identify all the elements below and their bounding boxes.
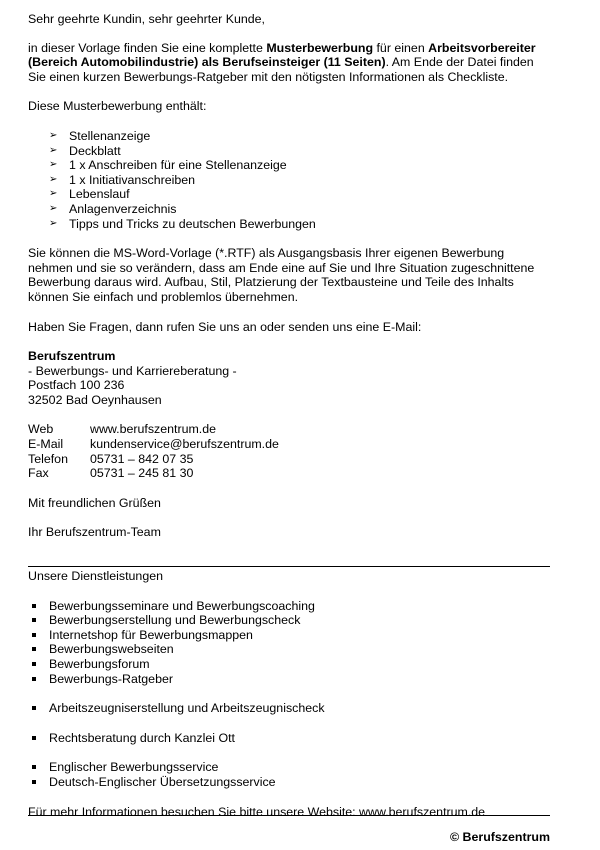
services-list-4 <box>28 760 550 789</box>
list-item-label: Anlagenverzeichnis <box>69 201 177 216</box>
list-item-label: Englischer Bewerbungsservice <box>49 760 219 775</box>
list-item-label: Tipps und Tricks zu deutschen Bewerbungen <box>69 216 316 231</box>
copyright: © Berufszentrum <box>449 830 550 844</box>
top-divider <box>28 566 550 567</box>
list-item-label: Arbeitszeugniserstellung und Arbeitszeugnischeck <box>49 701 325 716</box>
list-item <box>49 144 550 159</box>
list-item <box>49 217 550 232</box>
arrow-bullet-icon: ➢ <box>49 202 58 214</box>
list-item-label: Internetshop für Bewerbungsmappen <box>49 627 253 642</box>
company-tagline: - Bewerbungs- und Karriereberatung - <box>28 363 237 378</box>
services-section <box>28 569 550 819</box>
services-heading: Unsere Dienstleistungen <box>28 569 163 583</box>
contact-fax-value: 05731 – 245 81 30 <box>90 466 194 481</box>
list-item-label: 1 x Anschreiben für eine Stellenanzeige <box>69 158 287 173</box>
list-item <box>32 628 550 643</box>
closing: Mit freundlichen Grüßen <box>28 495 161 510</box>
list-item <box>32 657 550 672</box>
list-item <box>49 187 550 202</box>
intro-text-2: für einen <box>373 40 429 55</box>
company-name-text: Berufszentrum <box>28 349 116 364</box>
bottom-divider <box>28 815 550 816</box>
contact-label: E-Mail <box>28 437 64 452</box>
square-bullet-icon <box>32 765 36 769</box>
list-item <box>32 642 550 657</box>
arrow-bullet-icon: ➢ <box>49 217 58 229</box>
company-name <box>28 349 550 364</box>
intro-paragraph <box>28 41 550 85</box>
list-item-label: Lebenslauf <box>69 187 130 202</box>
list-item-label: Bewerbungsforum <box>49 656 150 671</box>
list-item <box>49 202 550 217</box>
square-bullet-icon <box>32 662 36 666</box>
arrow-bullet-icon: ➢ <box>49 144 58 156</box>
company-street: Postfach 100 236 <box>28 378 125 393</box>
company-city: 32502 Bad Oeynhausen <box>28 392 162 407</box>
list-item <box>32 775 550 790</box>
contact-row-fax <box>28 466 279 481</box>
arrow-bullet-icon: ➢ <box>49 159 58 171</box>
salutation: Sehr geehrte Kundin, sehr geehrter Kunde, <box>28 12 265 26</box>
square-bullet-icon <box>32 647 36 651</box>
usage-paragraph: Sie können die MS-Word-Vorlage (*.RTF) als Ausgangsbasis Ihrer eigenen Bewerbung nehmen und sie so verändern, dass am Ende eine auf Sie und Ihre Situation zugeschnittene Bewerbung daraus wird. Aufbau, Stil, Platzierung der Textbausteine und Teile des Inhalts können Sie einfach und problemlos übernehmen. <box>28 246 535 304</box>
intro-text-3: . Am Ende der Datei finden Sie einen kurzen Bewerbungs-Ratgeber mit den nötigsten Informationen als Checkliste. <box>28 55 534 84</box>
list-item <box>32 701 550 716</box>
square-bullet-icon <box>32 677 36 681</box>
list-item-label: Deutsch-Englischer Übersetzungsservice <box>49 774 276 789</box>
square-bullet-icon <box>32 618 36 622</box>
services-list-1 <box>28 599 550 687</box>
list-item-label: Bewerbungs-Ratgeber <box>49 671 173 686</box>
square-bullet-icon <box>32 633 36 637</box>
contents-list <box>28 129 550 231</box>
services-list-2 <box>28 701 550 716</box>
list-item <box>32 731 550 746</box>
questions-paragraph: Haben Sie Fragen, dann rufen Sie uns an oder senden uns eine E-Mail: <box>28 319 422 334</box>
square-bullet-icon <box>32 706 36 710</box>
intro-text-1: in dieser Vorlage finden Sie eine komplette <box>28 40 267 55</box>
arrow-bullet-icon: ➢ <box>49 173 58 185</box>
list-item <box>49 158 550 173</box>
intro-bold-2: Arbeitsvorbereiter (Bereich Automobilindustrie) als Berufseinsteiger (11 Seiten) <box>28 40 536 70</box>
contact-table <box>28 422 279 480</box>
list-item-label: Stellenanzeige <box>69 128 151 143</box>
list-item-label: Bewerbungserstellung und Bewerbungscheck <box>49 613 301 628</box>
list-item-label: Bewerbungsseminare und Bewerbungscoaching <box>49 598 315 613</box>
list-item <box>49 129 550 144</box>
letter-body <box>28 12 550 540</box>
contact-row-email <box>28 437 279 452</box>
list-item-label: 1 x Initiativanschreiben <box>69 172 196 187</box>
list-item-label: Deckblatt <box>69 143 121 158</box>
contact-row-phone <box>28 452 279 467</box>
signature: Ihr Berufszentrum-Team <box>28 525 161 540</box>
list-item <box>49 173 550 188</box>
square-bullet-icon <box>32 780 36 784</box>
contents-heading: Diese Musterbewerbung enthält: <box>28 99 207 114</box>
square-bullet-icon <box>32 604 36 608</box>
list-item <box>32 599 550 614</box>
list-item <box>32 672 550 687</box>
list-item-label: Rechtsberatung durch Kanzlei Ott <box>49 730 235 745</box>
contact-web-value: www.berufszentrum.de <box>90 422 217 437</box>
arrow-bullet-icon: ➢ <box>49 188 58 200</box>
arrow-bullet-icon: ➢ <box>49 129 58 141</box>
contact-row-web <box>28 422 279 437</box>
list-item-label: Bewerbungswebseiten <box>49 642 174 657</box>
contact-email-value: kundenservice@berufszentrum.de <box>90 437 279 452</box>
contact-label: Fax <box>28 466 49 481</box>
more-info-text: Für mehr Informationen besuchen Sie bitte unsere Website: www.berufszentrum.de <box>28 804 486 819</box>
contact-phone-value: 05731 – 842 07 35 <box>90 451 194 466</box>
intro-bold-1: Musterbewerbung <box>266 40 374 55</box>
list-item <box>32 760 550 775</box>
contact-label: Web <box>28 422 54 437</box>
contact-label: Telefon <box>28 451 68 466</box>
square-bullet-icon <box>32 736 36 740</box>
list-item <box>32 613 550 628</box>
services-list-3 <box>28 731 550 746</box>
